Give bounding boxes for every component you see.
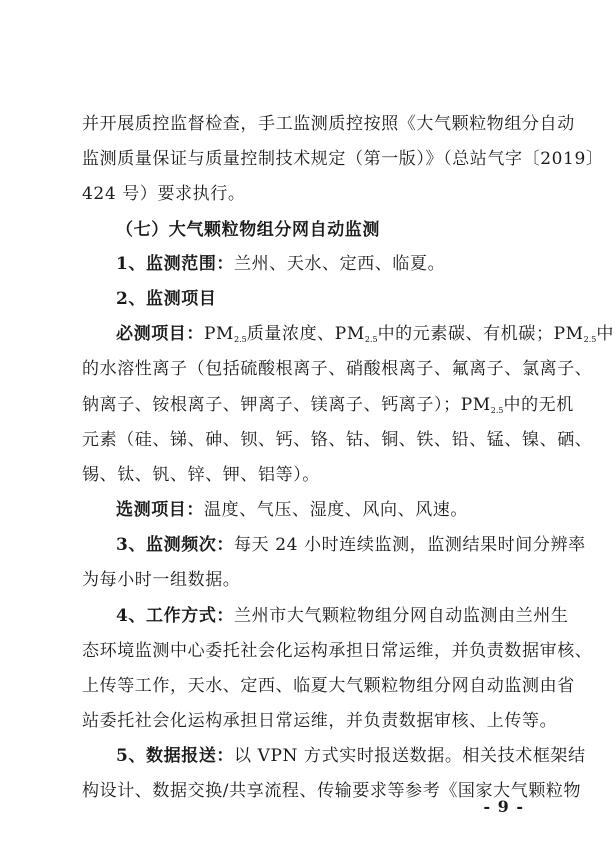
scope-label: 1、监测范围： (116, 254, 235, 274)
optional-items-line (116, 499, 522, 521)
pm-text: PM (334, 324, 365, 344)
paragraph-line (82, 394, 574, 422)
pm-subscript: 2.5 (234, 335, 247, 344)
data-report-text: 以 VPN 方式实时报送数据。相关技术框架结 (234, 746, 586, 766)
required-text: 中的元素碳、有机碳； (377, 324, 554, 344)
paragraph-line: 监测质量保证与质量控制技术规定（第一版）》（总站气字〔2019〕 (82, 149, 604, 169)
paragraph-line: 构设计、数据交换/共享流程、传输要求等参考《国家大气颗粒物 (82, 781, 582, 801)
pm-subscript: 2.5 (364, 335, 378, 344)
optional-text: 温度、气压、湿度、风向、风速。 (204, 500, 468, 520)
monitoring-items-heading: 2、监测项目 (116, 289, 217, 309)
paragraph-line: 站委托社会化运构承担日常运维，并负责数据审核、上传等。 (82, 711, 558, 731)
required-text: 质量浓度、 (246, 324, 335, 344)
required-text: 中的无机 (503, 395, 574, 415)
frequency-line (116, 534, 586, 556)
paragraph-line: 424 号）要求执行。 (82, 184, 246, 204)
paragraph-line: 上传等工作，天水、定西、临夏大气颗粒物组分网自动监测由省 (82, 676, 575, 696)
data-report-label: 5、数据报送： (116, 746, 235, 766)
data-report-line (116, 745, 586, 767)
paragraph-line: 并开展质控监督检查，手工监测质控按照《大气颗粒物组分自动 (82, 114, 575, 134)
required-label: 必测项目： (116, 324, 204, 344)
paragraph-line: 元素（硅、锑、砷、钡、钙、铬、钴、铜、铁、铅、锰、镍、硒、 (82, 430, 593, 450)
pm-text: PM (553, 324, 584, 344)
paragraph-line: 锡、钛、钒、锌、钾、铝等）。 (82, 465, 320, 485)
pm-text: PM (460, 395, 491, 415)
work-mode-line (116, 605, 569, 627)
paragraph-line: 态环境监测中心委托社会化运构承担日常运维，并负责数据审核、 (82, 641, 593, 661)
pm-text: PM (204, 324, 235, 344)
monitoring-scope (116, 253, 522, 275)
scope-text: 兰州、天水、定西、临夏。 (234, 254, 446, 274)
pm-subscript: 2.5 (490, 406, 504, 415)
page-number: - 9 - (483, 797, 524, 816)
work-mode-text: 兰州市大气颗粒物组分网自动监测由兰州生 (234, 606, 569, 626)
paragraph-line: 为每小时一组数据。 (82, 570, 241, 590)
required-items-line (116, 323, 614, 351)
optional-label: 选测项目： (116, 500, 204, 520)
required-text: 中 (596, 324, 614, 344)
work-mode-label: 4、工作方式： (116, 606, 235, 626)
frequency-text: 每天 24 小时连续监测，监测结果时间分辨率 (234, 535, 586, 555)
pm-subscript: 2.5 (583, 335, 597, 344)
paragraph-line: 的水溶性离子（包括硫酸根离子、硝酸根离子、氟离子、氯离子、 (82, 359, 593, 379)
required-text: 钠离子、铵根离子、钾离子、镁离子、钙离子）； (82, 395, 461, 415)
frequency-label: 3、监测频次： (116, 535, 235, 555)
section-heading: （七）大气颗粒物组分网自动监测 (116, 220, 380, 240)
